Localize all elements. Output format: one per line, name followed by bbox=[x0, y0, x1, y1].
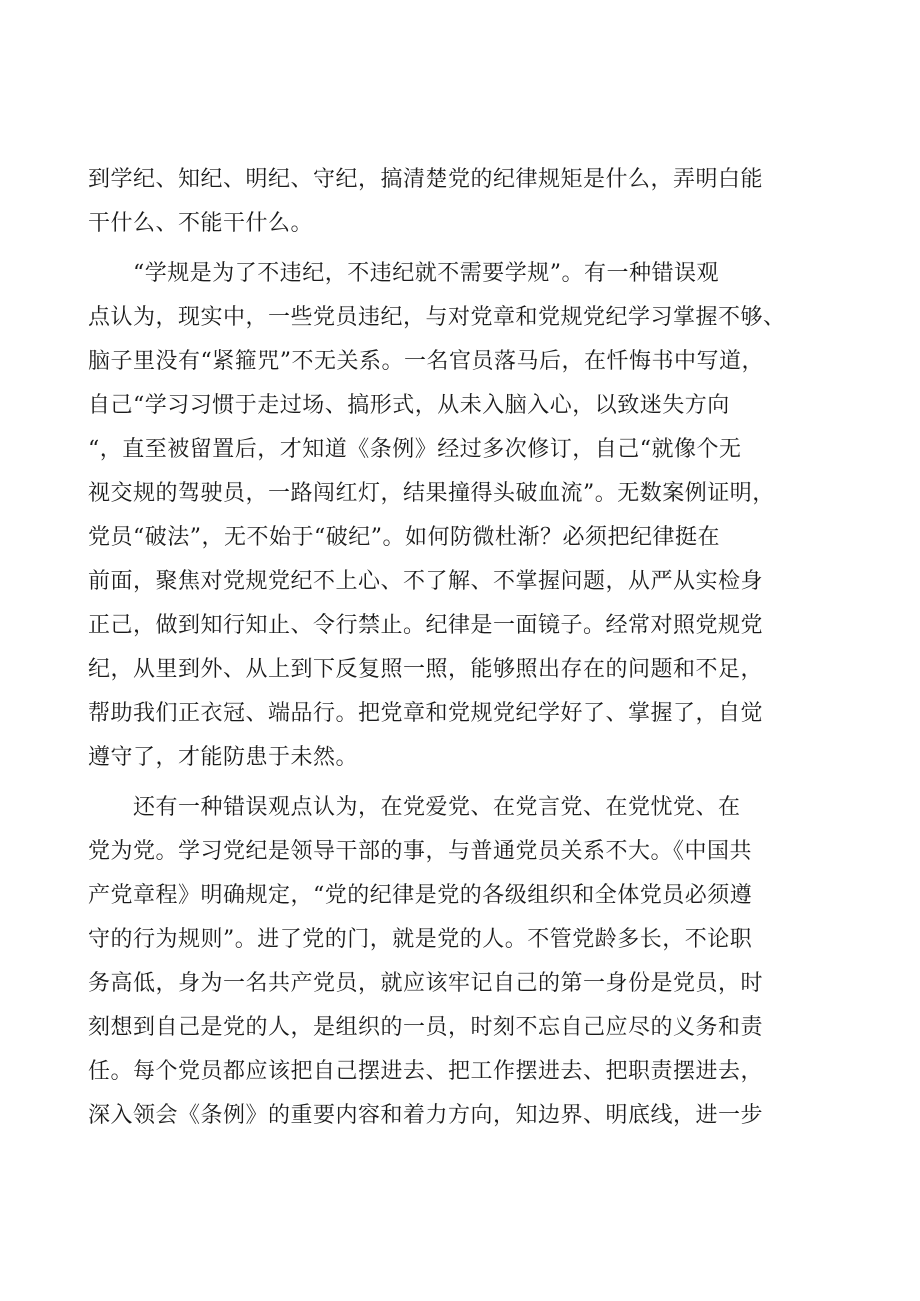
text-line: 点认为，现实中，一些党员违纪，与对党章和党规党纪学习掌握不够、 bbox=[88, 305, 786, 330]
text-line: 遵守了，才能防患于未然。 bbox=[88, 745, 359, 770]
text-line: 党为党。学习党纪是领导干部的事，与普通党员关系不大。《中国共 bbox=[88, 839, 753, 864]
text-line: 脑子里没有“紧箍咒”不无关系。一名官员落马后，在忏悔书中写道， bbox=[88, 349, 764, 374]
text-line: 产党章程》明确规定，“党的纪律是党的各级组织和全体党员必须遵 bbox=[88, 883, 753, 908]
text-line: 党员“破法”，无不始于“破纪”。如何防微杜渐？必须把纪律挺在 bbox=[88, 525, 720, 550]
text-line: 前面，聚焦对党规党纪不上心、不了解、不掌握问题，从严从实检身 bbox=[88, 569, 764, 594]
text-line: 帮助我们正衣冠、端品行。把党章和党规党纪学好了、掌握了，自觉 bbox=[88, 701, 764, 726]
text-line: 正己，做到知行知止、令行禁止。纪律是一面镜子。经常对照党规党 bbox=[88, 613, 764, 638]
text-line: 纪，从里到外、从上到下反复照一照，能够照出存在的问题和不足， bbox=[88, 657, 764, 682]
text-line: “，直至被留置后，才知道《条例》经过多次修订，自己“就像个无 bbox=[88, 437, 742, 462]
text-line: 到学纪、知纪、明纪、守纪，搞清楚党的纪律规矩是什么，弄明白能 bbox=[88, 167, 764, 192]
text-line: 任。每个党员都应该把自己摆进去、把工作摆进去、把职责摆进去， bbox=[88, 1059, 764, 1084]
text-line: 深入领会《条例》的重要内容和着力方向，知边界、明底线，进一步 bbox=[88, 1103, 764, 1128]
text-line: 自己“学习习惯于走过场、搞形式，从未入脑入心，以致迷失方向 bbox=[88, 393, 730, 418]
text-line: “学规是为了不违纪，不违纪就不需要学规”。有一种错误观 bbox=[88, 261, 719, 286]
text-line: 还有一种错误观点认为，在党爱党、在党言党、在党忧党、在 bbox=[88, 795, 741, 820]
text-line: 刻想到自己是党的人，是组织的一员，时刻不忘自己应尽的义务和责 bbox=[88, 1015, 764, 1040]
text-line: 干什么、不能干什么。 bbox=[88, 211, 314, 236]
text-line: 务高低，身为一名共产党员，就应该牢记自己的第一身份是党员，时 bbox=[88, 971, 764, 996]
text-line: 视交规的驾驶员，一路闯红灯，结果撞得头破血流”。无数案例证明， bbox=[88, 481, 775, 506]
text-line: 守的行为规则”。进了党的门，就是党的人。不管党龄多长，不论职 bbox=[88, 927, 753, 952]
